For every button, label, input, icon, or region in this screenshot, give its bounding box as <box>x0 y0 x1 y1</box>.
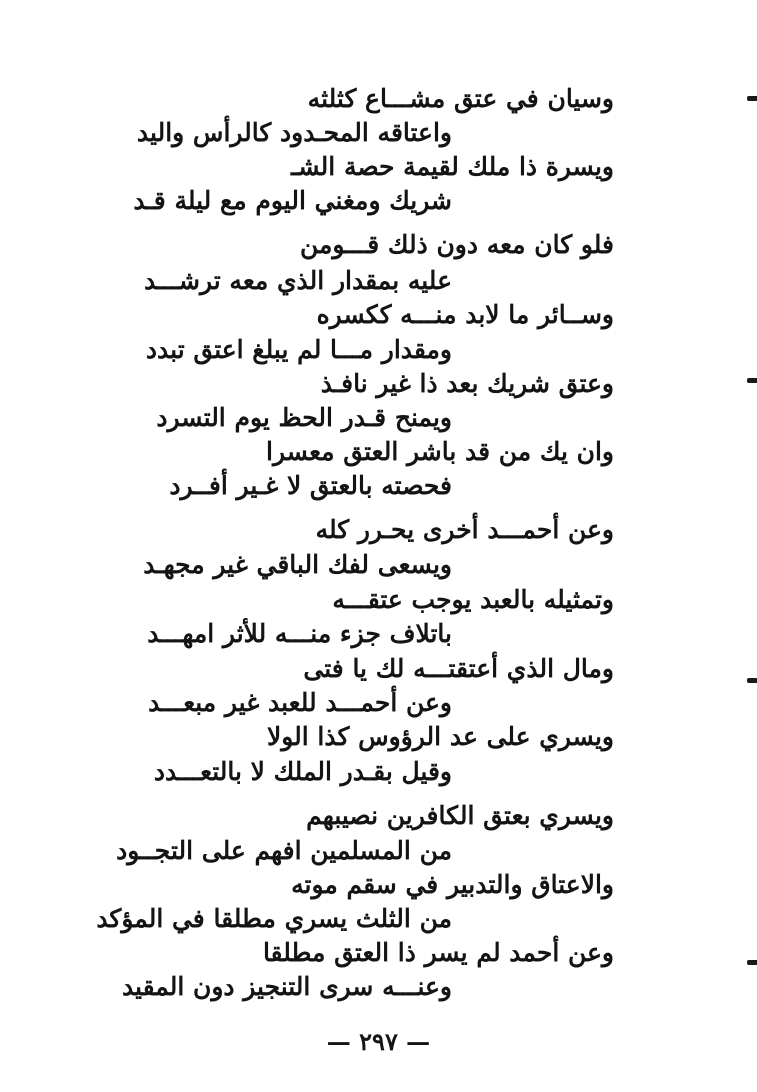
verse-line-9: وعتق شريك بعد ذا غير نافـذ <box>320 369 614 398</box>
page-number: — ٢٩٧ — <box>326 1027 431 1056</box>
verse-line-26: وعنـــه سرى التنجيز دون المقيد <box>121 972 452 1001</box>
verse-line-11: وان يك من قد باشر العتق معسرا <box>266 437 614 466</box>
verse-line-23: والاعتاق والتدبير في سقم موته <box>291 870 614 899</box>
verse-line-21: ويسري بعتق الكافرين نصيبهم <box>306 801 614 830</box>
page-edge-mark <box>747 96 757 101</box>
verse-line-18: وعن أحمـــد للعبد غير مبعـــد <box>148 688 452 717</box>
verse-line-16: باتلاف جزء منـــه للأثر امهـــد <box>147 619 452 648</box>
page-edge-mark <box>747 378 757 383</box>
verse-line-13: وعن أحمـــد أخرى يحـرر كله <box>315 515 614 544</box>
verse-line-22: من المسلمين افهم على التجــود <box>116 836 452 865</box>
page-edge-mark <box>747 960 757 965</box>
verse-line-7: وســائر ما لابد منـــه ككسره <box>316 300 614 329</box>
verse-line-4: شريك ومغني اليوم مع ليلة قـد <box>133 186 452 215</box>
page-edge-mark <box>747 678 757 683</box>
verse-line-1: وسيان في عتق مشـــاع كثلثه <box>307 84 614 113</box>
verse-line-6: عليه بمقدار الذي معه ترشـــد <box>143 266 452 295</box>
verse-line-12: فحصته بالعتق لا غـير أفــرد <box>169 471 452 500</box>
verse-line-19: ويسري على عد الرؤوس كذا الولا <box>266 722 614 751</box>
verse-line-3: ويسرة ذا ملك لقيمة حصة الشـ <box>291 152 614 181</box>
verse-line-14: ويسعى لفك الباقي غير مجهـد <box>143 550 452 579</box>
verse-line-24: من الثلث يسري مطلقا في المؤكد <box>96 904 452 933</box>
verse-line-15: وتمثيله بالعبد يوجب عتقـــه <box>332 585 614 614</box>
verse-line-17: ومال الذي أعتقتـــه لك يا فتى <box>303 654 614 683</box>
verse-line-8: ومقدار مـــا لم يبلغ اعتق تبدد <box>145 335 452 364</box>
verse-line-10: ويمنح قـدر الحظ يوم التسرد <box>156 403 452 432</box>
verse-line-25: وعن أحمد لم يسر ذا العتق مطلقا <box>262 938 614 967</box>
verse-line-5: فلو كان معه دون ذلك قـــومن <box>299 230 614 259</box>
verse-line-20: وقيل بقـدر الملك لا بالتعـــدد <box>153 757 452 786</box>
verse-line-2: واعتاقه المحـدود كالرأس واليد <box>136 118 452 147</box>
